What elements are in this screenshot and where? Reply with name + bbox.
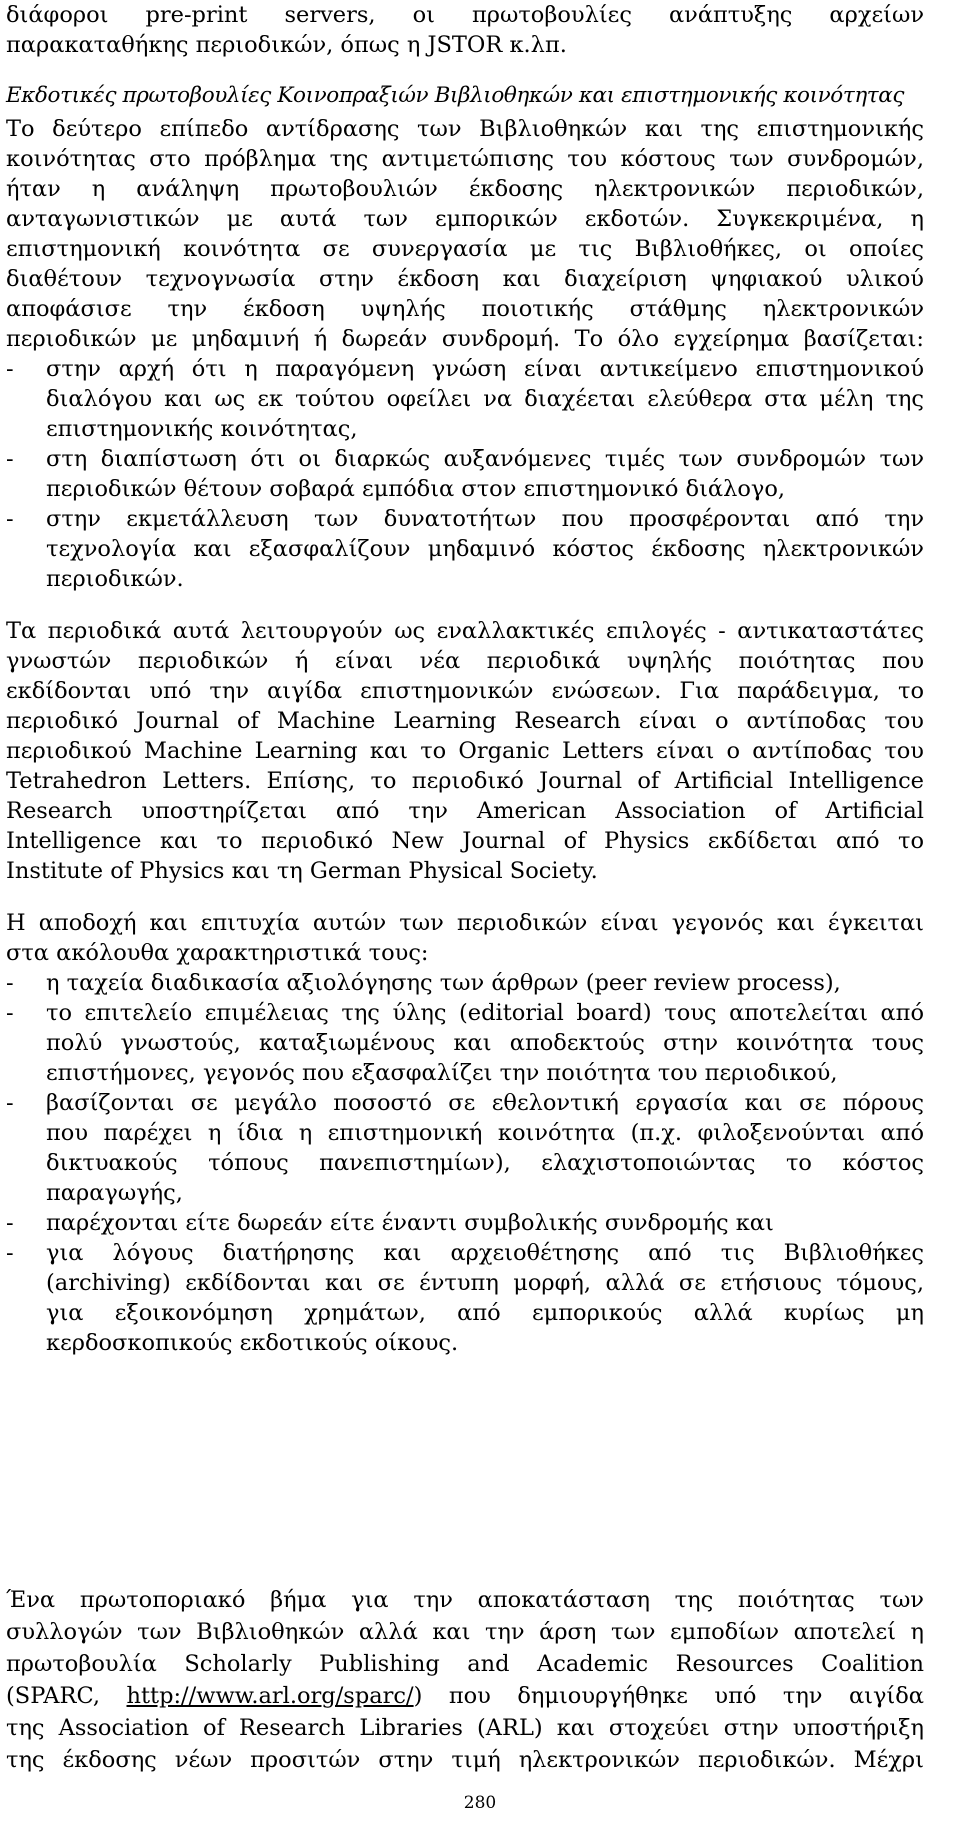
bullet-line: παραγωγής, [46, 1180, 183, 1206]
bullet-line: κερδοσκοπικούς εκδοτικούς οίκους. [46, 1330, 459, 1356]
text-line: διαθέτουν τεχνογνωσία στην έκδοση και διαχείριση ψηφιακού υλικού [6, 266, 924, 292]
text-line: Ένα πρωτοποριακό βήμα για την αποκατάσταση της ποιότητας των [6, 1587, 924, 1613]
bullet-dash: - [6, 446, 14, 472]
text-line: επιστημονική κοινότητα σε συνεργασία με τις Βιβλιοθήκες, οι οποίες [6, 236, 924, 262]
text-line: περιοδικών με μηδαμινή ή δωρεάν συνδρομή. Το όλο εγχείρημα βασίζεται: [6, 326, 924, 352]
text-line: Intelligence και το περιοδικό New Journal of Physics εκδίδεται από το [6, 828, 924, 854]
bullet-dash: - [6, 1210, 14, 1236]
bullet-line: για εξοικονόμηση χρημάτων, από εμπορικούς αλλά κυρίως μη [46, 1300, 924, 1326]
bullet-line: διαλόγου και ως εκ τούτου οφείλει να διαχέεται ελεύθερα στα μέλη της [46, 386, 924, 412]
text-line: εκδίδονται υπό την αιγίδα επιστημονικών ενώσεων. Για παράδειγμα, το [6, 678, 924, 704]
text-line: περιοδικού Machine Learning και το Organic Letters είναι ο αντίποδας του [6, 738, 924, 764]
bullet-line: επιστημονικής κοινότητας, [46, 416, 358, 442]
text-line: Research υποστηρίζεται από την American Association of Artificial [6, 798, 924, 824]
sparc-link[interactable]: http://www.arl.org/sparc/ [126, 1683, 414, 1709]
bullet-line: δικτυακούς τόπους πανεπιστημίων), ελαχιστοποιώντας το κόστος [46, 1150, 924, 1176]
text-line: της Association of Research Libraries (ARL) και στοχεύει στην υποστήριξη [6, 1715, 924, 1741]
bullet-line: περιοδικών. [46, 566, 184, 592]
text-line: ανταγωνιστικών με αυτά των εμπορικών εκδοτών. Συγκεκριμένα, η [6, 206, 924, 232]
text-line: περιοδικό Journal of Machine Learning Research είναι ο αντίποδας του [6, 708, 924, 734]
bullet-line: το επιτελείο επιμέλειας της ύλης (editorial board) τους αποτελείται από [46, 1000, 924, 1026]
section-heading: Εκδοτικές πρωτοβουλίες Κοινοπραξιών Βιβλιοθηκών και επιστημονικής κοινότητας [6, 83, 905, 108]
bullet-dash: - [6, 1090, 14, 1116]
text-line: Institute of Physics και τη German Physical Society. [6, 858, 598, 884]
text-fragment: ) που δημιουργήθηκε υπό την αιγίδα [413, 1683, 924, 1709]
bullet-dash: - [6, 356, 14, 382]
text-line-with-link [6, 1681, 924, 1711]
text-line: Τα περιοδικά αυτά λειτουργούν ως εναλλακτικές επιλογές - αντικαταστάτες [6, 618, 924, 644]
text-fragment: (SPARC, [6, 1683, 127, 1709]
bullet-line: η ταχεία διαδικασία αξιολόγησης των άρθρων (peer review process), [46, 970, 841, 996]
bullet-line: στη διαπίστωση ότι οι διαρκώς αυξανόμενες τιμές των συνδρομών των [46, 446, 924, 472]
bullet-line: πολύ γνωστούς, καταξιωμένους και αποδεκτούς στην κοινότητα τους [46, 1030, 924, 1056]
bullet-line: που παρέχει η ίδια η επιστημονική κοινότητα (π.χ. φιλοξενούνται από [46, 1120, 924, 1146]
bullet-dash: - [6, 1240, 14, 1266]
text-line: Tetrahedron Letters. Επίσης, το περιοδικό Journal of Artificial Intelligence [6, 768, 924, 794]
text-line: διάφοροι pre-print servers, οι πρωτοβουλίες ανάπτυξης αρχείων [6, 2, 924, 28]
bullet-dash: - [6, 506, 14, 532]
bullet-line: στην εκμετάλλευση των δυνατοτήτων που προσφέρονται από την [46, 506, 924, 532]
text-line: πρωτοβουλία Scholarly Publishing and Academic Resources Coalition [6, 1651, 924, 1677]
bullet-line: (archiving) εκδίδονται και σε έντυπη μορφή, αλλά σε ετήσιους τόμους, [46, 1270, 924, 1296]
text-line: παρακαταθήκης περιοδικών, όπως η JSTOR κ.λπ. [6, 32, 567, 58]
bullet-line: στην αρχή ότι η παραγόμενη γνώση είναι αντικείμενο επιστημονικού [46, 356, 924, 382]
page-number: 280 [463, 1793, 497, 1813]
bullet-dash: - [6, 1000, 14, 1026]
bullet-dash: - [6, 970, 14, 996]
text-line: ήταν η ανάληψη πρωτοβουλιών έκδοσης ηλεκτρονικών περιοδικών, [6, 176, 924, 202]
bullet-line: παρέχονται είτε δωρεάν είτε έναντι συμβολικής συνδρομής και [46, 1210, 774, 1236]
bullet-line: περιοδικών θέτουν σοβαρά εμπόδια στον επιστημονικό διάλογο, [46, 476, 786, 502]
text-line: της έκδοσης νέων προσιτών στην τιμή ηλεκτρονικών περιοδικών. Μέχρι [6, 1747, 924, 1773]
text-line: γνωστών περιοδικών ή είναι νέα περιοδικά υψηλής ποιότητας που [6, 648, 924, 674]
text-line: αποφάσισε την έκδοση υψηλής ποιοτικής στάθμης ηλεκτρονικών [6, 296, 924, 322]
bullet-line: επιστήμονες, γεγονός που εξασφαλίζει την ποιότητα του περιοδικού, [46, 1060, 838, 1086]
text-line: συλλογών των Βιβλιοθηκών αλλά και την άρση των εμποδίων αποτελεί η [6, 1619, 924, 1645]
bullet-line: τεχνολογία και εξασφαλίζουν μηδαμινό κόστος έκδοσης ηλεκτρονικών [46, 536, 924, 562]
text-line: στα ακόλουθα χαρακτηριστικά τους: [6, 940, 429, 966]
text-line: Το δεύτερο επίπεδο αντίδρασης των Βιβλιοθηκών και της επιστημονικής [6, 116, 924, 142]
text-line: Η αποδοχή και επιτυχία αυτών των περιοδικών είναι γεγονός και έγκειται [6, 910, 924, 936]
text-line: κοινότητας στο πρόβλημα της αντιμετώπισης του κόστους των συνδρομών, [6, 146, 924, 172]
bullet-line: για λόγους διατήρησης και αρχειοθέτησης από τις Βιβλιοθήκες [46, 1240, 924, 1266]
bullet-line: βασίζονται σε μεγάλο ποσοστό σε εθελοντική εργασία και σε πόρους [46, 1090, 924, 1116]
